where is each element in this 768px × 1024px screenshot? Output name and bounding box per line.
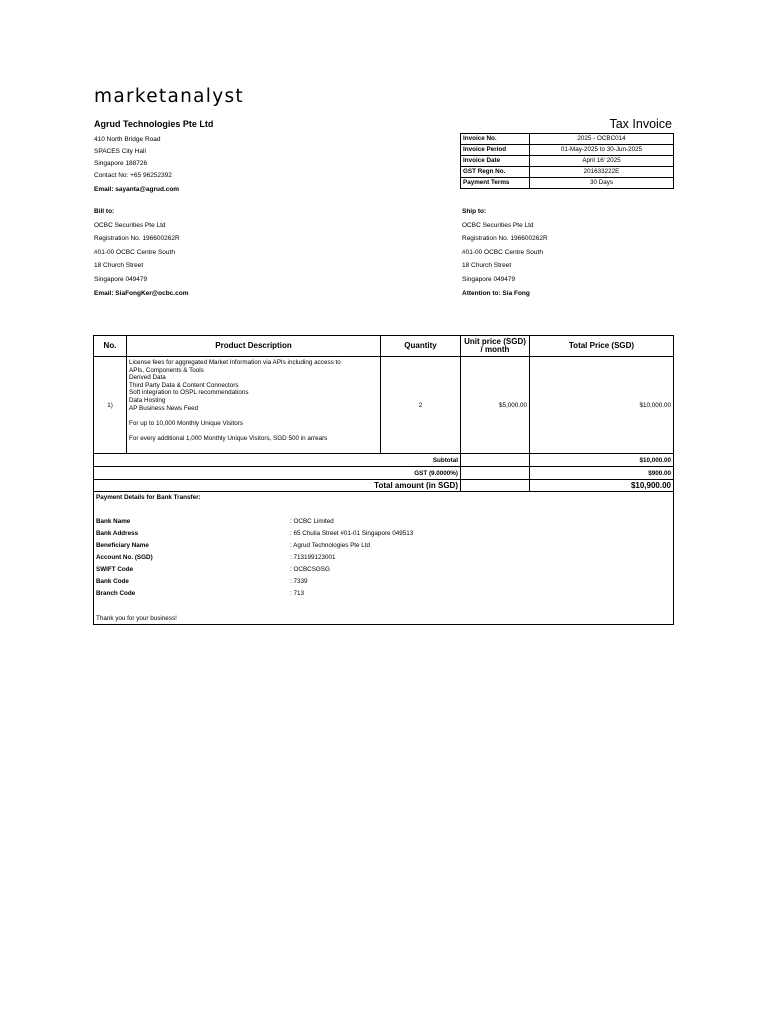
subtotal-value: $10,000.00 [530,454,674,467]
meta-row [461,167,674,178]
seller-address-line: 410 North Bridge Road [94,136,161,143]
gst-value: $900.00 [530,467,674,480]
seller-address [94,134,179,196]
payment-value: : 65 Chulia Street #01-01 Singapore 049513 [290,530,414,537]
bill-to-block [94,208,188,303]
page-title: Tax Invoice [609,117,672,131]
item-description-line: Soft integration to OSPL recommendations [129,389,249,397]
payment-label: Bank Address [96,530,139,537]
meta-row [461,145,674,156]
ship-to-line: #01-00 OCBC Centre South [462,248,543,256]
seller-email: Email: sayanta@agrud.com [94,186,180,193]
col-header-total: Total Price (SGD) [530,336,674,357]
item-description-line: Derived Data [129,374,166,382]
meta-row [461,156,674,167]
item-note: For every additional 1,000 Monthly Unique Visitors, SGD 500 in arrears [129,434,328,442]
company-logo: marketanalyst [94,86,244,107]
total-value: $10,900.00 [530,480,674,492]
line-items-table [93,335,674,492]
total-row [94,480,674,492]
bill-to-line: #01-00 OCBC Centre South [94,248,175,256]
item-description-line: Third Party Data & Content Connectors [129,381,239,389]
payment-label: Bank Name [96,518,131,525]
bill-to-line: Singapore 049479 [94,275,148,283]
meta-row [461,134,674,145]
item-description-line: License fees for aggregated Market Information via APIs including access to [129,359,341,366]
payment-label: SWIFT Code [96,566,134,573]
payment-value: : OCBCSGSG [290,566,330,573]
item-note: For up to 10,000 Monthly Unique Visitors [129,419,243,427]
payment-value: : 713199123001 [290,554,336,561]
seller-contact: Contact No: +65 96252392 [94,172,172,179]
payment-label: Bank Code [96,578,129,585]
ship-to-line: Singapore 049479 [462,275,516,283]
bill-to-heading: Bill to: [94,208,115,215]
total-label: Total amount (in SGD) [94,480,461,492]
ship-to-line: Registration No. 196600262R [462,235,548,243]
item-description [127,357,381,454]
invoice-meta-table [460,133,674,189]
meta-label: Invoice Period [461,145,530,156]
col-header-quantity: Quantity [381,336,461,357]
meta-label: Payment Terms [461,178,530,189]
item-description-line: Data Hosting [129,396,166,404]
item-description-line: APIs, Components & Tools [129,366,204,374]
bill-to-line: OCBC Securities Pte Ltd [94,221,166,229]
seller-address-line: Singapore 188726 [94,160,148,167]
subtotal-row [94,454,674,467]
meta-value: 2025 - OCBC014 [530,134,674,145]
payment-value: : 713 [290,590,305,597]
payment-value: : 7339 [290,578,308,585]
table-row [94,357,674,454]
seller-name: Agrud Technologies Pte Ltd [94,119,214,129]
ship-to-line: OCBC Securities Pte Ltd [462,221,534,229]
thank-you-note: Thank you for your business! [96,615,177,622]
ship-to-line: 18 Church Street [462,262,512,270]
payment-label: Beneficiary Name [96,542,149,549]
payment-label: Account No. (SGD) [96,554,153,561]
meta-label: Invoice No. [461,134,530,145]
bill-to-email: Email: SiaFongKer@ocbc.com [94,289,189,297]
meta-value: 30 Days [530,178,674,189]
item-unit-price: $5,000.00 [461,357,530,454]
payment-value: : OCBC Limited [290,518,334,525]
meta-value: 201633222E [530,167,674,178]
payment-heading: Payment Details for Bank Transfer: [96,494,201,501]
meta-row [461,178,674,189]
bill-to-line: Registration No. 196600262R [94,235,180,243]
payment-details [93,491,674,625]
meta-value: April 16' 2025 [530,156,674,167]
item-quantity: 2 [381,357,461,454]
seller-address-line: SPACES City Hall [94,148,146,155]
ship-to-heading: Ship to: [462,208,487,215]
col-header-unit-price: Unit price (SGD) / month [461,336,530,357]
ship-to-block [462,208,548,303]
meta-label: GST Regn No. [461,167,530,178]
item-total: $10,000.00 [530,357,674,454]
col-header-description: Product Description [127,336,381,357]
payment-label: Branch Code [96,590,136,597]
bill-to-line: 18 Church Street [94,262,144,270]
payment-value: : Agrud Technologies Pte Ltd [290,542,371,549]
table-header-row [94,336,674,357]
gst-label: GST (9.0000%) [94,467,461,480]
meta-label: Invoice Date [461,156,530,167]
item-no: 1) [94,357,127,454]
meta-value: 01-May-2025 to 30-Jun-2025 [530,145,674,156]
ship-to-attention: Attention to: Sia Fong [462,289,530,297]
item-description-line: AP Business News Feed [129,404,199,412]
subtotal-label: Subtotal [94,454,461,467]
gst-row [94,467,674,480]
col-header-no: No. [94,336,127,357]
